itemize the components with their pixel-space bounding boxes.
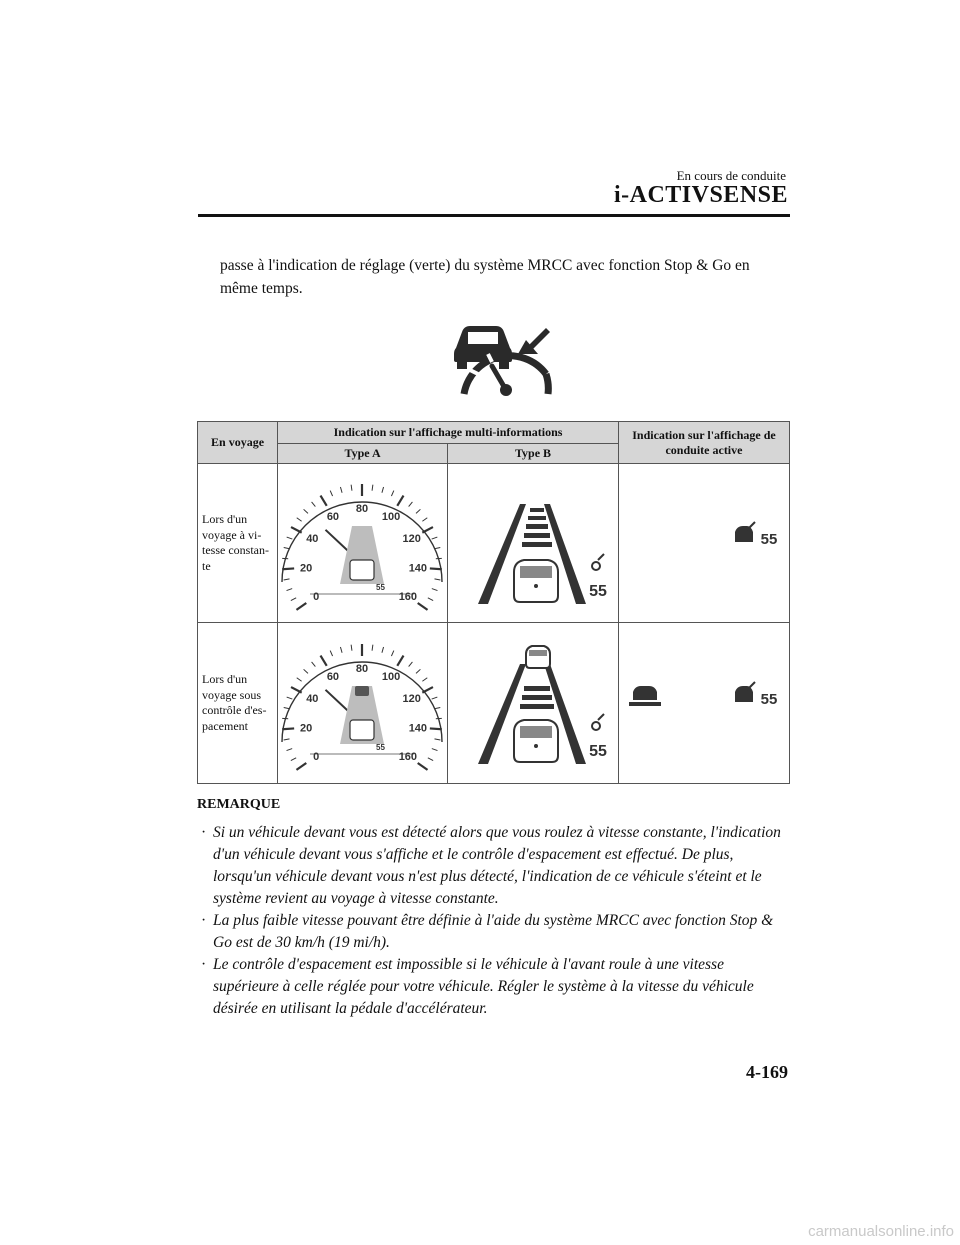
gauge-tick-label: 140: [408, 562, 428, 575]
watermark: carmanualsonline.info: [808, 1223, 954, 1240]
row-label-distance-control: Lors d'un voyage sous contrôle d'es- pacement: [198, 623, 278, 784]
table-row: [198, 623, 790, 784]
bullet-icon: ·: [201, 912, 207, 929]
lane-display: [448, 464, 616, 618]
gauge-tick-label: 80: [355, 503, 369, 515]
type-b-display-cell: [448, 464, 619, 623]
gauge-tick-label: 20: [300, 562, 313, 575]
mrcc-indicator-icon: [448, 310, 558, 405]
gauge-tick-label: 120: [402, 693, 421, 706]
list-item: · La plus faible vitesse pouvant être définie à l'aide du système MRCC avec fonction Stop & Go est de 30 km/h (19 mi/h).: [201, 912, 774, 951]
own-vehicle-icon: [514, 560, 558, 602]
set-speed-small-icon: [735, 522, 755, 542]
gauge-tick-label: 0: [313, 751, 320, 764]
section-label: En cours de conduite: [676, 168, 786, 183]
gauge-tick-label: 100: [381, 511, 401, 524]
bullet-icon: ·: [201, 824, 207, 841]
active-display-cell: [618, 623, 789, 784]
active-set-speed-value: 55: [760, 691, 778, 708]
lane-display: [448, 623, 616, 779]
header-type-b: Type B: [448, 444, 619, 464]
set-speed-small-icon: [735, 682, 755, 702]
active-display: [619, 623, 789, 779]
header-active-display: Indication sur l'affichage de conduite active: [618, 422, 789, 464]
gauge-tick-label: 120: [402, 533, 421, 546]
note-title: REMARQUE: [197, 797, 281, 812]
header-divider: [198, 214, 790, 217]
gauge-tick-label: 160: [398, 751, 418, 764]
own-vehicle-icon: [514, 720, 558, 762]
speedometer-gauge: [278, 623, 446, 779]
active-display-cell: [618, 464, 789, 623]
header-type-a: Type A: [278, 444, 448, 464]
list-item: · Le contrôle d'espacement est impossible si le véhicule à l'avant roule à une vitesse supérieure à celle réglée pour votre véhicule. Régler le système à la vitesse du véhicule désirée en utilisant la pédale d'accélérateur.: [201, 956, 754, 1017]
gauge-tick-label: 60: [326, 511, 340, 524]
gauge-tick-label: 40: [306, 533, 319, 546]
speedometer-gauge: [278, 464, 446, 618]
gauge-tick-label: 60: [326, 671, 340, 684]
set-speed-value: 55: [589, 743, 607, 760]
gauge-tick-label: 100: [381, 671, 401, 684]
header-multi-info: Indication sur l'affichage multi-informations: [278, 422, 619, 444]
bullet-icon: ·: [201, 956, 207, 973]
type-a-gauge-cell: [278, 464, 448, 623]
list-item: · Si un véhicule devant vous est détecté alors que vous roulez à vitesse constante, l'indication d'un véhicule devant vous s'affiche et le contrôle d'espacement est effectué. De plus, lorsqu'un véhicule devant vous n'est plus détecté, l'indication de ce véhicule s'éteint et le système revient au voyage à vitesse constante.: [201, 824, 781, 907]
gauge-set-speed: 55: [376, 743, 385, 752]
indication-table: [197, 421, 790, 784]
set-speed-icon: [592, 554, 604, 570]
gauge-tick-label: 20: [300, 722, 313, 735]
gauge-tick-label: 0: [313, 591, 320, 604]
type-b-display-cell: [448, 623, 619, 784]
vehicle-ahead-icon: [526, 646, 550, 668]
row-label-constant-speed: Lors d'un voyage à vi- tesse constan- te: [198, 464, 278, 623]
set-speed-value: 55: [589, 583, 607, 600]
page-title: i-ACTIVSENSE: [613, 182, 788, 208]
gauge-tick-label: 80: [355, 663, 369, 675]
header-en-voyage: En voyage: [198, 422, 278, 464]
note-list: [199, 822, 793, 1020]
gauge-set-speed: 55: [376, 583, 385, 592]
type-a-gauge-cell: [278, 623, 448, 784]
gauge-tick-label: 160: [398, 591, 418, 604]
gauge-tick-label: 140: [408, 722, 428, 735]
page-number: 4-169: [746, 1062, 788, 1082]
active-display: [619, 464, 789, 618]
vehicle-ahead-small-icon: [629, 686, 661, 706]
active-set-speed-value: 55: [760, 531, 778, 548]
set-speed-icon: [592, 714, 604, 730]
table-row: [198, 464, 790, 623]
gauge-tick-label: 40: [306, 693, 319, 706]
intro-paragraph: passe à l'indication de réglage (verte) du système MRCC avec fonction Stop & Go en même temps.: [220, 257, 750, 297]
